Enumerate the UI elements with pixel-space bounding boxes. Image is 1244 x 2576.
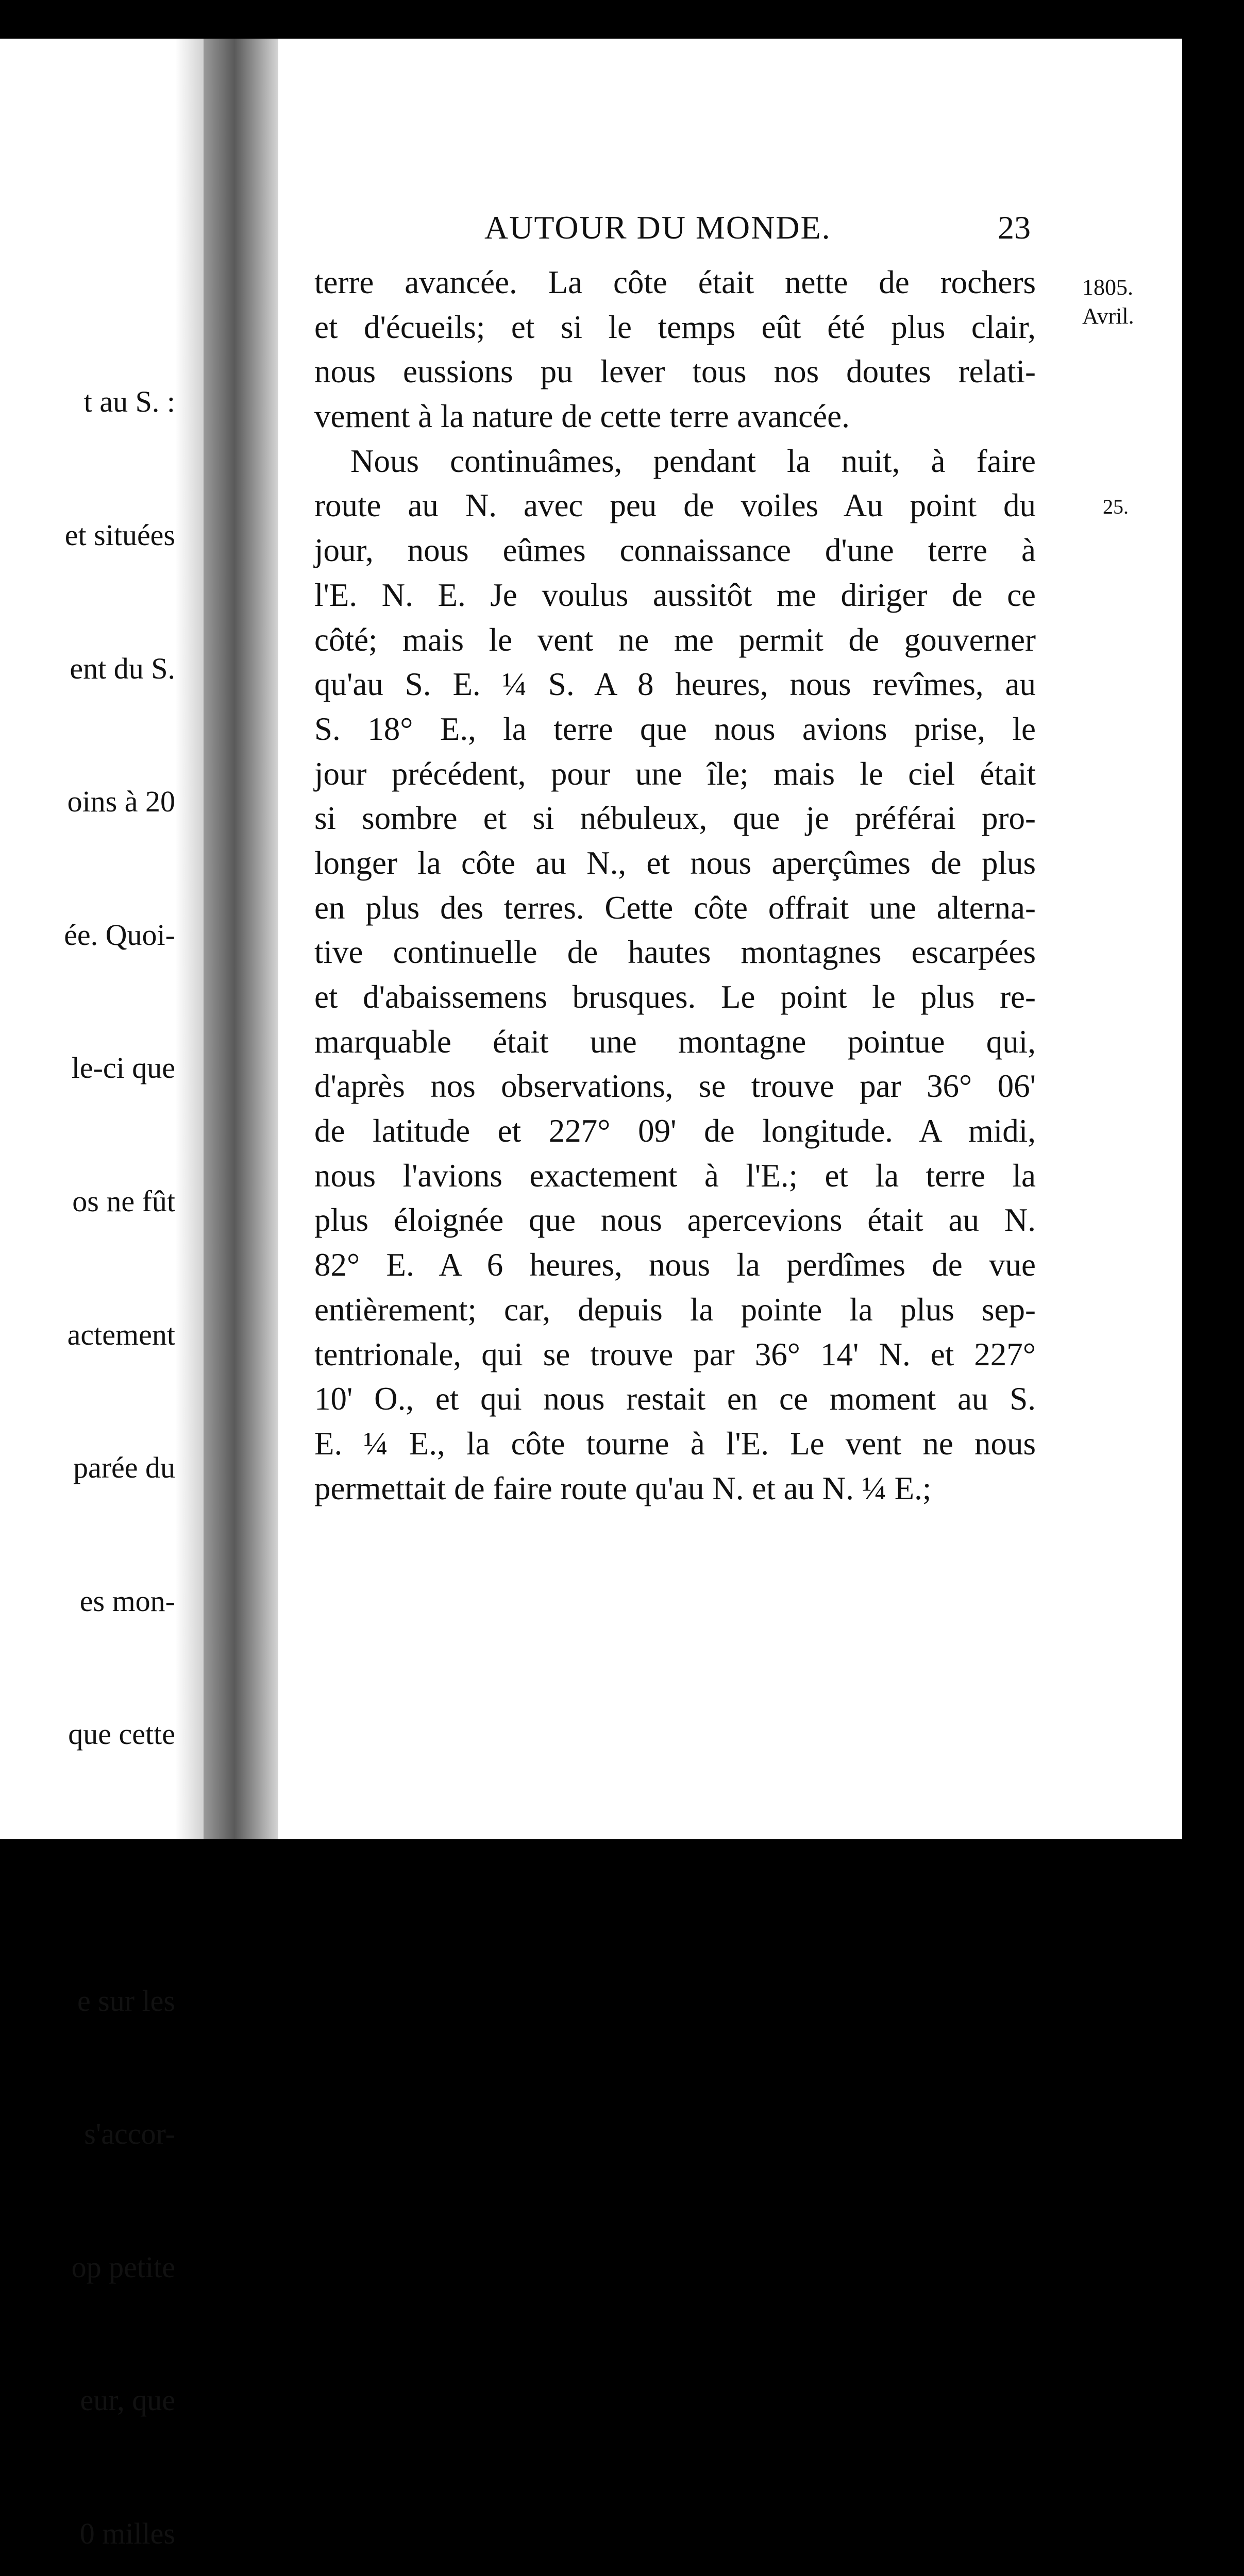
text-line: vement à la nature de cette terre avancée. xyxy=(314,398,850,435)
left-line: s'accor- xyxy=(84,2117,175,2151)
text-line: 82° E. A 6 heures, nous la perdîmes de vue xyxy=(314,1247,1036,1283)
text-line: E. ¼ E., la côte tourne à l'E. Le vent ne nous xyxy=(314,1425,1036,1462)
text-line: Nous continuâmes, pendant la nuit, à faire xyxy=(350,443,1036,479)
left-line: ée. Quoi- xyxy=(64,918,175,952)
margin-month: Avril. xyxy=(1082,303,1134,329)
left-line: op petite xyxy=(71,2250,175,2284)
text-line: permettait de faire route qu'au N. et au N. ¼ E.; xyxy=(314,1470,932,1506)
margin-notes xyxy=(1082,273,1144,331)
book-gutter xyxy=(204,39,281,1842)
text-line: qu'au S. E. ¼ S. A 8 heures, nous revîmes, au xyxy=(314,666,1036,703)
text-line: et d'écueils; et si le temps eût été plus clair, xyxy=(314,309,1036,345)
margin-year: 1805. xyxy=(1082,275,1133,300)
left-line: parée du xyxy=(73,1451,175,1485)
text-line: côté; mais le vent ne me permit de gouverner xyxy=(314,621,1036,658)
left-line: le-ci que xyxy=(71,1051,175,1085)
left-line: es mon- xyxy=(79,1584,175,1618)
text-line: jour, nous eûmes connaissance d'une terre à xyxy=(314,532,1036,569)
text-line: et d'abaissemens brusques. Le point le plus re- xyxy=(314,979,1036,1015)
page-number: 23 xyxy=(998,209,1031,246)
text-line: longer la côte au N., et nous aperçûmes de plus xyxy=(314,844,1036,881)
text-line: plus éloignée que nous apercevions était au N. xyxy=(314,1202,1036,1239)
left-page-text xyxy=(0,291,175,2576)
text-line: entièrement; car, depuis la pointe la plus sep- xyxy=(314,1291,1036,1328)
left-line: actement xyxy=(67,1317,175,1351)
text-line: 10' O., et qui nous restait en ce moment au S. xyxy=(314,1381,1036,1417)
margin-day: 25. xyxy=(1103,495,1129,518)
left-line: et situées xyxy=(64,518,175,552)
text-line: terre avancée. La côte était nette de rochers xyxy=(314,264,1036,300)
left-line: oins à 20 xyxy=(67,785,175,819)
running-head: AUTOUR DU MONDE. xyxy=(484,209,831,246)
left-page xyxy=(0,39,204,2550)
body-text xyxy=(314,260,1036,1511)
left-line: os ne fût xyxy=(72,1184,175,1218)
text-line: nous l'avions exactement à l'E.; et la terre la xyxy=(314,1157,1036,1194)
scan-border-right xyxy=(1182,0,1244,1917)
text-line: tentrionale, qui se trouve par 36° 14' N. et 227° xyxy=(314,1336,1036,1372)
left-line: 0 milles xyxy=(79,2516,175,2550)
text-line: l'E. N. E. Je voulus aussitôt me diriger de ce xyxy=(314,577,1036,613)
text-line: en plus des terres. Cette côte offrait une alterna- xyxy=(314,889,1036,926)
text-line: jour précédent, pour une île; mais le ciel était xyxy=(314,755,1036,792)
text-line: marquable était une montagne pointue qui, xyxy=(314,1023,1036,1060)
left-line: t au S. : xyxy=(83,385,175,419)
scan-border-top xyxy=(0,0,1244,41)
left-line: eur, que xyxy=(80,2383,175,2417)
text-line: si sombre et si nébuleux, que je préférai pro- xyxy=(314,800,1036,837)
left-line: que cette xyxy=(68,1717,175,1751)
text-line: tive continuelle de hautes montagnes escarpées xyxy=(314,934,1036,971)
text-line: S. 18° E., la terre que nous avions prise, le xyxy=(314,710,1036,747)
left-line: ent du S. xyxy=(70,651,175,685)
text-line: nous eussions pu lever tous nos doutes relati- xyxy=(314,353,1036,390)
text-line: d'après nos observations, se trouve par 36° 06' xyxy=(314,1068,1036,1105)
text-line: de latitude et 227° 09' de longitude. A midi, xyxy=(314,1113,1036,1149)
text-line: route au N. avec peu de voiles Au point du xyxy=(314,487,1036,524)
left-line: e sur les xyxy=(77,1984,175,2018)
scan-border-bottom xyxy=(0,1839,1244,1917)
